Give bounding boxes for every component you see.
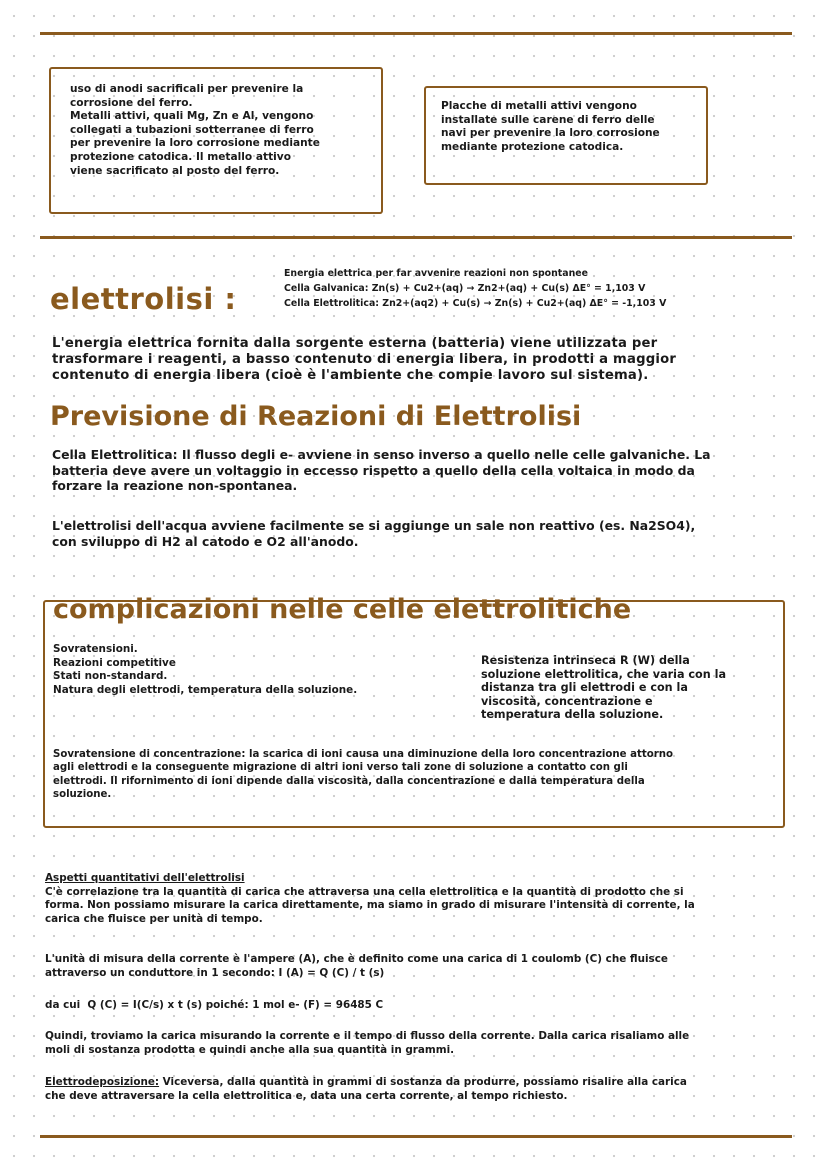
text-line: per prevenire la loro corrosione mediante — [70, 137, 320, 150]
text-line: L'energia elettrica fornita dalla sorgente esterna (batteria) viene utilizzata per — [52, 336, 658, 351]
text-line: viene sacrificato al posto del ferro. — [70, 164, 280, 177]
aspetti-section — [45, 872, 785, 926]
list-item: Stati non-standard. — [53, 670, 168, 683]
text-line: Energia elettrica per far avvenire reazioni non spontanee — [284, 268, 588, 279]
sovratensione-paragraph — [53, 748, 779, 802]
elettrodeposizione-label: Elettrodeposizione: — [45, 1076, 160, 1088]
placche-box — [424, 86, 708, 185]
text-line: uso di anodi sacrificali per prevenire la — [70, 83, 304, 95]
anodi-text — [70, 83, 380, 178]
complicazioni-title: complicazioni nelle celle elettrolitiche — [53, 594, 632, 625]
text-line: batteria deve avere un voltaggio in eccesso rispetto a quello della cella voltaica in modo da — [52, 462, 695, 478]
text-line: attraverso un conduttore in 1 secondo: I (A) = Q (C) / t (s) — [45, 966, 385, 979]
text-line — [45, 1076, 785, 1090]
text-line: moli di sostanza prodotta e quindi anche alla sua quantità in grammi. — [45, 1043, 455, 1056]
text-line: L'elettrolisi dell'acqua avviene facilmente se si aggiunge un sale non reattivo (es. Na2SO4), — [52, 518, 696, 533]
text-line: installate sulle carene di ferro delle — [441, 113, 655, 126]
text-line: trasformare i reagenti, a basso contenuto di energia libera, in prodotti a maggior — [52, 352, 677, 368]
quindi-paragraph — [45, 1030, 785, 1057]
text-line: viscosità, concentrazione e — [481, 694, 653, 708]
text-line: con sviluppo di H2 al catodo e O2 all'anodo. — [52, 533, 359, 549]
elettrolisi-title: elettrolisi : — [50, 282, 237, 316]
elettrodeposizione-paragraph — [45, 1076, 785, 1103]
text-line: C'è correlazione tra la quantità di carica che attraversa una cella elettrolitica e la quantità di prodotto che si — [45, 885, 684, 898]
text-line: agli elettrodi e la conseguente migrazione di altri ioni verso tali zone di soluzione a contatto con gli — [53, 762, 628, 774]
previsione-para1 — [52, 447, 792, 494]
text-line: Metalli attivi, quali Mg, Zn e Al, vengono — [70, 110, 314, 123]
list-item: Natura degli elettrodi, temperatura della soluzione. — [53, 683, 358, 696]
text-line: L'unità di misura della corrente è l'ampere (A), che è definito come una carica di 1 coulomb (C) che fluisce — [45, 953, 668, 965]
text-line: Cella Galvanica: Zn(s) + Cu2+(aq) → Zn2+(aq) + Cu(s) ΔE° = 1,103 V — [284, 283, 646, 295]
text-line: soluzione elettrolitica, che varia con la — [481, 667, 726, 681]
text-line: Placche di metalli attivi vengono — [441, 100, 637, 112]
list-item: Sovratensioni. — [53, 643, 138, 655]
top-divider — [40, 32, 792, 35]
text-line: Cella Elettrolitica: Zn2+(aq2) + Cu(s) → Zn(s) + Cu2+(aq) ΔE° = -1,103 V — [284, 298, 667, 310]
bottom-divider — [40, 1135, 792, 1138]
text-line: soluzione. — [53, 789, 112, 801]
list-item: Reazioni competitive — [53, 656, 176, 669]
text-line: Cella Elettrolitica: Il flusso degli e- avviene in senso inverso a quello nelle celle galvaniche. La — [52, 447, 711, 462]
placche-text — [441, 100, 703, 154]
corrente-paragraph — [45, 953, 785, 980]
text-line: forzare la reazione non-spontanea. — [52, 478, 298, 494]
previsione-title: Previsione di Reazioni di Elettrolisi — [50, 401, 582, 432]
previsione-para2 — [52, 518, 792, 549]
text-line: distanza tra gli elettrodi e con la — [481, 681, 688, 695]
text-line: collegati a tubazioni sotterranee di ferro — [70, 123, 314, 136]
elettrolisi-side-notes — [284, 266, 666, 312]
aspetti-heading: Aspetti quantitativi dell'elettrolisi — [45, 872, 245, 884]
text-line: corrosione del ferro. — [70, 96, 193, 109]
elettrolisi-paragraph — [52, 336, 782, 385]
complicazioni-left-list — [53, 643, 433, 697]
text-line: mediante protezione catodica. — [441, 140, 624, 153]
text-line: Sovratensione di concentrazione: la scarica di ioni causa una diminuzione della loro concentrazione attorno — [53, 749, 673, 760]
complicazioni-right-text — [481, 654, 781, 722]
complicazioni-box — [43, 594, 785, 828]
text-line: protezione catodica. Il metallo attivo — [70, 150, 291, 163]
text-line: forma. Non possiamo misurare la carica direttamente, ma siamo in grado di misurare l'intensità di corrente, la — [45, 899, 695, 912]
text-line: Quindi, troviamo la carica misurando la corrente e il tempo di flusso della corrente. Dalla carica risaliamo alle — [45, 1030, 690, 1042]
carica-formula: da cui Q (C) = I(C/s) x t (s) poiché: 1 mol e- (F) = 96485 C — [45, 999, 384, 1011]
text-line: Resistenza intrinseca R (W) della — [481, 654, 690, 667]
text-line: carica che fluisce per unità di tempo. — [45, 912, 263, 925]
elettrodeposizione-text: Viceversa, dalla quantità in grammi di sostanza da produrre, possiamo risalire alla carica — [159, 1076, 687, 1088]
section-divider — [40, 236, 792, 239]
text-line: contenuto di energia libera (cioè è l'ambiente che compie lavoro sul sistema). — [52, 368, 649, 384]
text-line: temperatura della soluzione. — [481, 708, 664, 722]
anodi-sacrificali-box — [49, 67, 383, 214]
text-line: navi per prevenire la loro corrosione — [441, 127, 660, 140]
text-line: elettrodi. Il rifornimento di ioni dipende dalla viscosità, dalla concentrazione e dalla temperatura della — [53, 775, 645, 787]
text-line: che deve attraversare la cella elettrolitica e, data una certa corrente, al tempo richiesto. — [45, 1089, 568, 1102]
